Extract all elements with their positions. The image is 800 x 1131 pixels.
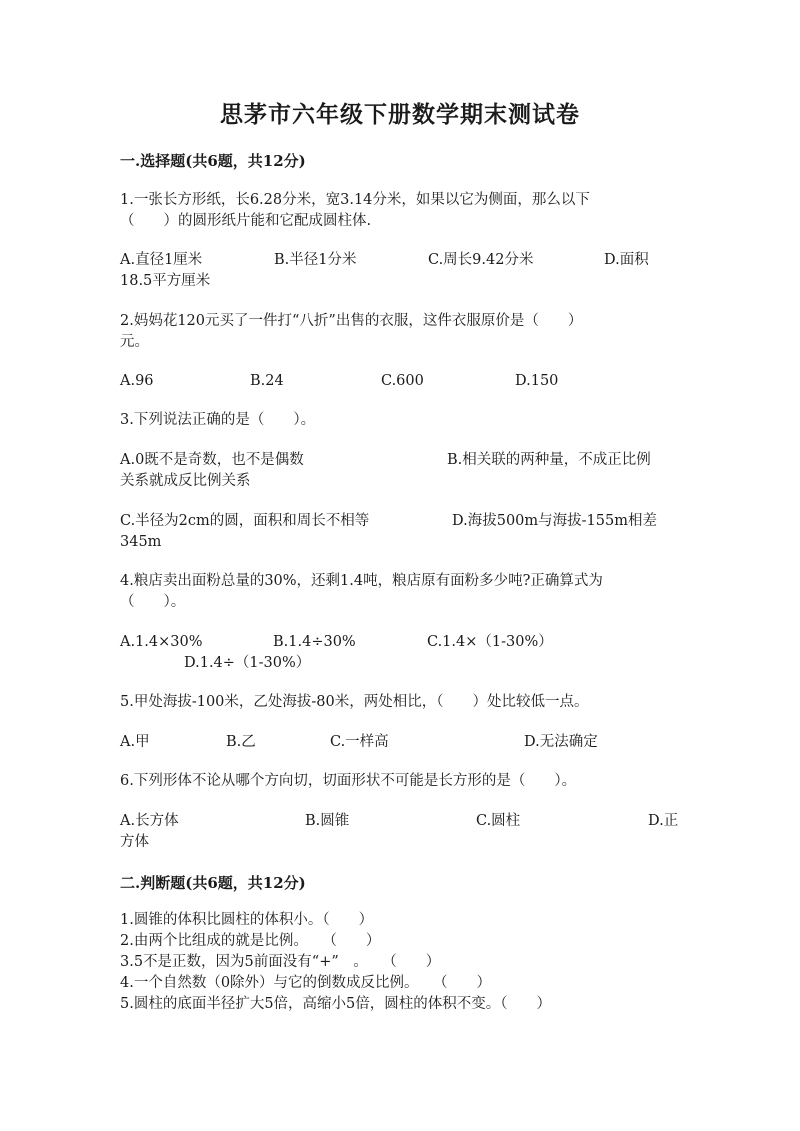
q3-option-c: C.半径为2cm的圆，面积和周长不相等 <box>120 513 370 529</box>
q6-option-d-wrap: 方体 <box>120 834 149 850</box>
q6-option-d: D.正 <box>648 813 679 829</box>
section-heading-choice: 一.选择题(共6题，共12分) <box>120 152 306 170</box>
q6-option-c: C.圆柱 <box>476 813 521 829</box>
q5-option-c: C.一样高 <box>330 734 389 750</box>
q4-option-c: C.1.4×（1-30%） <box>427 634 553 650</box>
q6-option-b: B.圆锥 <box>305 813 350 829</box>
q3-option-b-wrap: 关系就成反比例关系 <box>120 473 251 489</box>
q1-stem-line2: （ ）的圆形纸片能和它配成圆柱体. <box>120 213 372 229</box>
q1-option-d-wrap: 18.5平方厘米 <box>120 273 211 289</box>
q2-option-c: C.600 <box>381 373 424 389</box>
q3-option-d-wrap: 345m <box>120 534 162 550</box>
exam-title: 思茅市六年级下册数学期末测试卷 <box>220 101 580 128</box>
q4-stem-line1: 4.粮店卖出面粉总量的30%，还剩1.4吨，粮店原有面粉多少吨?正确算式为 <box>120 573 603 589</box>
q4-stem-line2: （ ）。 <box>120 594 186 610</box>
q1-option-a: A.直径1厘米 <box>120 252 203 268</box>
q3-option-a: A.0既不是奇数，也不是偶数 <box>120 452 304 468</box>
q5-option-a: A.甲 <box>120 734 150 750</box>
q5-option-b: B.乙 <box>226 734 256 750</box>
q2-option-b: B.24 <box>250 373 284 389</box>
judge-item-2: 2.由两个比组成的就是比例。 （ ） <box>120 933 381 949</box>
judge-item-4: 4.一个自然数（0除外）与它的倒数成反比例。 （ ） <box>120 975 492 991</box>
q4-option-b: B.1.4÷30% <box>273 634 356 650</box>
q1-stem-line1: 1.一张长方形纸，长6.28分米，宽3.14分米，如果以它为侧面，那么以下 <box>120 192 590 208</box>
judge-item-1: 1.圆锥的体积比圆柱的体积小。（ ） <box>120 912 374 928</box>
q4-option-d: D.1.4÷（1-30%） <box>184 655 311 671</box>
judge-item-3: 3.5不是正数，因为5前面没有“+” 。 （ ） <box>120 954 441 970</box>
q2-stem-line2: 元。 <box>120 334 149 350</box>
q1-option-d: D.面积 <box>604 252 649 268</box>
q2-stem-line1: 2.妈妈花120元买了一件打“八折”出售的衣服，这件衣服原价是（ ） <box>120 313 583 329</box>
q3-option-b: B.相关联的两种量，不成正比例 <box>447 452 651 468</box>
q2-option-d: D.150 <box>515 373 559 389</box>
q3-stem: 3.下列说法正确的是（ ）。 <box>120 412 316 428</box>
q1-option-c: C.周长9.42分米 <box>428 252 534 268</box>
q3-option-d: D.海拔500m与海拔-155m相差 <box>452 513 657 529</box>
q5-stem: 5.甲处海拔-100米，乙处海拔-80米，两处相比，（ ）处比较低一点。 <box>120 694 589 710</box>
q4-option-a: A.1.4×30% <box>120 634 203 650</box>
q2-option-a: A.96 <box>120 373 154 389</box>
q6-stem: 6.下列形体不论从哪个方向切，切面形状不可能是长方形的是（ ）。 <box>120 773 577 789</box>
section-heading-judge: 二.判断题(共6题，共12分) <box>120 874 306 892</box>
q6-option-a: A.长方体 <box>120 813 179 829</box>
q1-option-b: B.半径1分米 <box>274 252 357 268</box>
judge-item-5: 5.圆柱的底面半径扩大5倍，高缩小5倍，圆柱的体积不变。（ ） <box>120 996 552 1012</box>
q5-option-d: D.无法确定 <box>524 734 598 750</box>
